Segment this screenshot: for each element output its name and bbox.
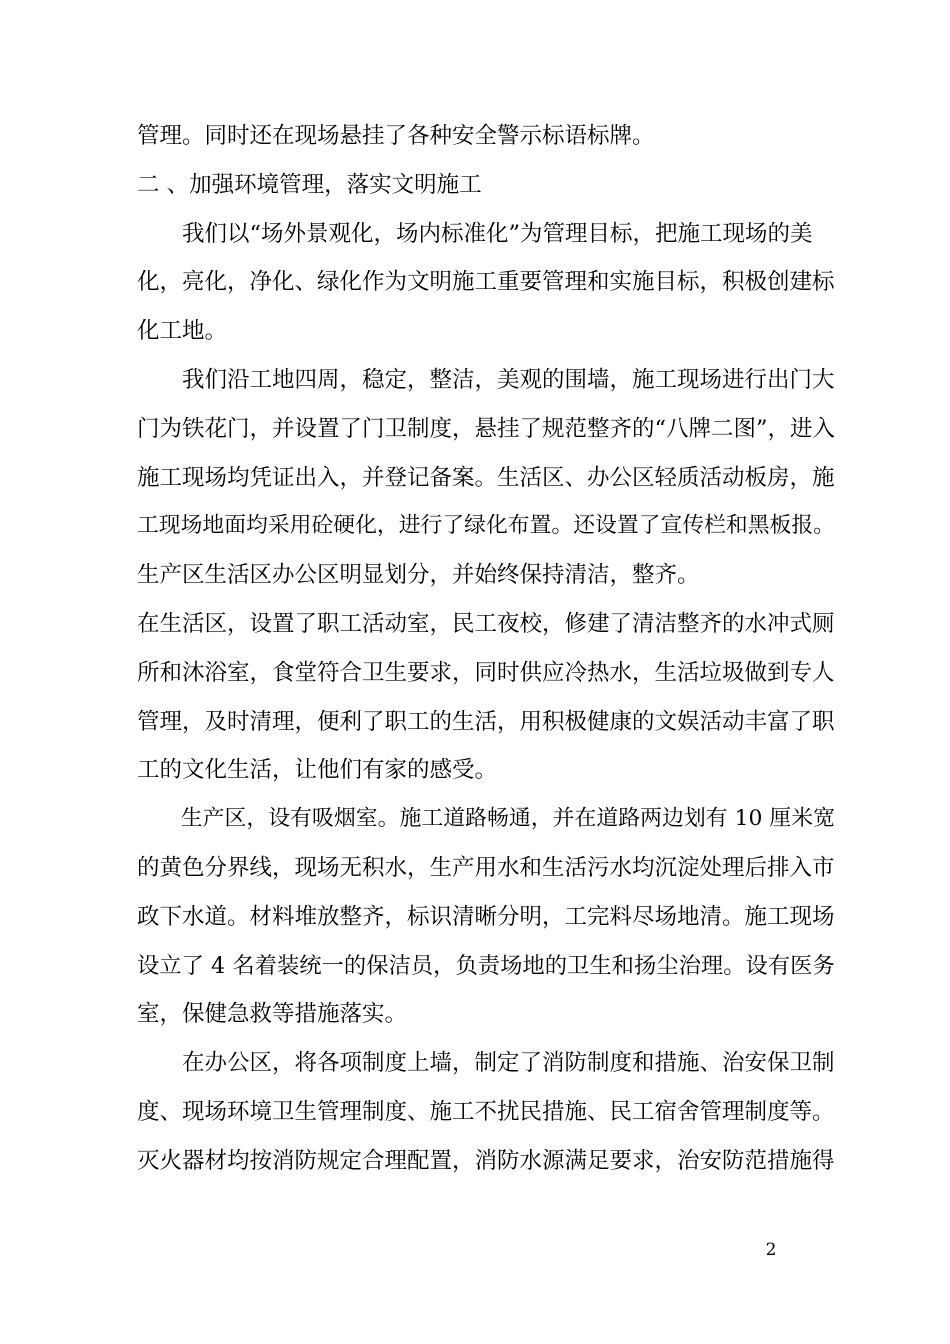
text-line: 在生活区，设置了职工活动室，民工夜校，修建了清洁整齐的水冲式厕 [137,610,835,637]
section-heading: 二 、加强环境管理，落实文明施工 [137,171,482,198]
text-line: 室，保健急救等措施落实。 [137,1001,408,1028]
text-line: 管理。同时还在现场悬挂了各种安全警示标语标牌。 [137,123,655,149]
text-line: 灭火器材均按消防规定合理配置，消防水源满足要求，治安防范措施得 [137,1147,835,1174]
text-line: 管理，及时清理，便利了职工的生活，用积极健康的文娱活动丰富了职 [137,708,835,735]
text-line: 工的文化生活，让他们有家的感受。 [137,757,498,784]
text-line: 我们沿工地四周，稳定，整洁，美观的围墙，施工现场进行出门大 [137,366,835,393]
text-line: 所和沐浴室，食堂符合卫生要求，同时供应冷热水，生活垃圾做到专人 [137,659,835,686]
text-line: 门为铁花门，并设置了门卫制度，悬挂了规范整齐的“八牌二图”，进入 [137,415,836,442]
page-number: 2 [765,1240,777,1260]
text-line: 我们以“场外景观化，场内标准化”为管理目标，把施工现场的美 [137,220,813,247]
text-line: 工现场地面均采用砼硬化，进行了绿化布置。还设置了宣传栏和黑板报。 [137,513,835,539]
document-body [137,112,839,1186]
text-line: 化，亮化，净化、绿化作为文明施工重要管理和实施目标，积极创建标 [137,269,835,296]
text-line: 施工现场均凭证出入，并登记备案。生活区、办公区轻质活动板房，施 [137,464,835,491]
text-line: 在办公区，将各项制度上墙，制定了消防制度和措施、治安保卫制 [137,1050,835,1077]
text-line: 政下水道。材料堆放整齐，标识清晰分明，工完料尽场地清。施工现场 [137,903,835,930]
text-line: 生产区生活区办公区明显划分，并始终保持清洁，整齐。 [137,562,700,589]
text-line: 度、现场环境卫生管理制度、施工不扰民措施、民工宿舍管理制度等。 [137,1098,835,1125]
text-line: 生产区，设有吸烟室。施工道路畅通，并在道路两边划有 10 厘米宽 [137,806,835,832]
text-line: 设立了 4 名着装统一的保洁员，负责场地的卫生和扬尘治理。设有医务 [137,952,835,979]
text-line: 化工地。 [137,318,228,345]
text-line: 的黄色分界线，现场无积水，生产用水和生活污水均沉淀处理后排入市 [137,854,835,881]
